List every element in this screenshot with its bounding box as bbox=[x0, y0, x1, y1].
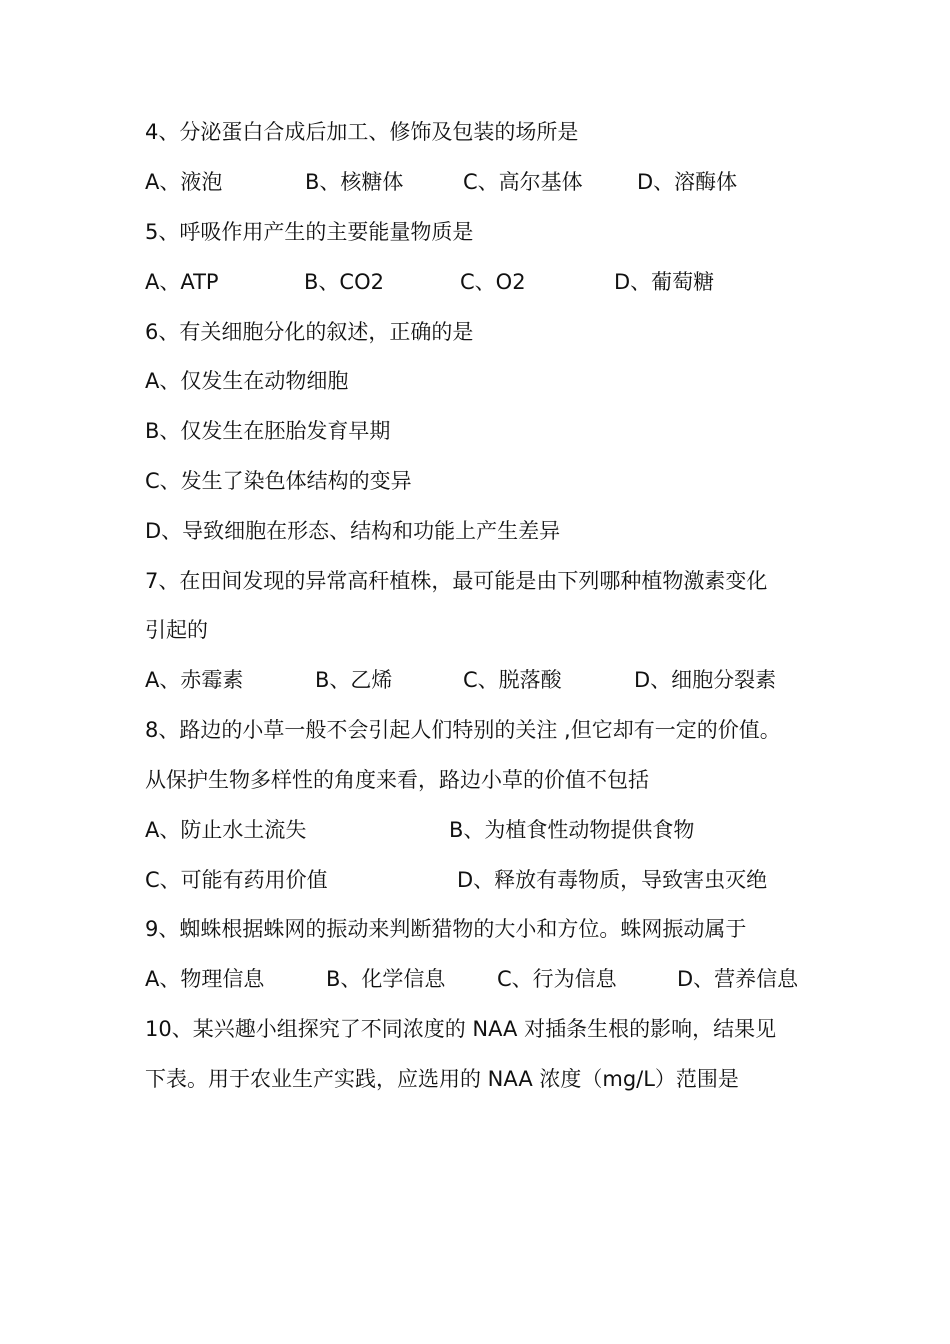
question-8-option-d: D、释放有毒物质，导致害虫灭绝 bbox=[457, 868, 768, 892]
question-8-option-b: B、为植食性动物提供食物 bbox=[449, 818, 695, 842]
question-5-stem: 5、呼吸作用产生的主要能量物质是 bbox=[145, 220, 474, 244]
question-9-option-a: A、物理信息 bbox=[145, 967, 265, 991]
question-4-option-a: A、液泡 bbox=[145, 170, 223, 194]
question-6-option-d: D、导致细胞在形态、结构和功能上产生差异 bbox=[145, 519, 561, 543]
question-4-option-b: B、核糖体 bbox=[305, 170, 404, 194]
question-5-option-a: A、ATP bbox=[145, 270, 219, 294]
question-7-stem-line-2: 引起的 bbox=[145, 618, 208, 642]
question-4-option-c: C、高尔基体 bbox=[463, 170, 583, 194]
question-7-option-d: D、细胞分裂素 bbox=[634, 668, 777, 692]
question-8-stem-line-1: 8、路边的小草一般不会引起人们特别的关注 ,但它却有一定的价值。 bbox=[145, 718, 781, 742]
question-5-option-c: C、O2 bbox=[460, 270, 526, 294]
question-7-option-b: B、乙烯 bbox=[315, 668, 393, 692]
question-6-stem: 6、有关细胞分化的叙述，正确的是 bbox=[145, 320, 474, 344]
question-10-stem-line-1: 10、某兴趣小组探究了不同浓度的 NAA 对插条生根的影响，结果见 bbox=[145, 1017, 777, 1041]
question-8-option-a: A、防止水土流失 bbox=[145, 818, 307, 842]
question-8-stem-line-2: 从保护生物多样性的角度来看，路边小草的价值不包括 bbox=[145, 768, 649, 792]
question-4-stem: 4、分泌蛋白合成后加工、修饰及包装的场所是 bbox=[145, 120, 579, 144]
question-4-option-d: D、溶酶体 bbox=[637, 170, 738, 194]
question-9-option-c: C、行为信息 bbox=[497, 967, 617, 991]
question-8-option-c: C、可能有药用价值 bbox=[145, 868, 328, 892]
question-9-option-b: B、化学信息 bbox=[326, 967, 446, 991]
question-6-option-c: C、发生了染色体结构的变异 bbox=[145, 469, 412, 493]
question-5-option-d: D、葡萄糖 bbox=[614, 270, 715, 294]
question-6-option-b: B、仅发生在胚胎发育早期 bbox=[145, 419, 391, 443]
question-9-option-d: D、营养信息 bbox=[677, 967, 799, 991]
question-7-stem-line-1: 7、在田间发现的异常高秆植株，最可能是由下列哪种植物激素变化 bbox=[145, 569, 768, 593]
question-5-option-b: B、CO2 bbox=[304, 270, 384, 294]
question-7-option-c: C、脱落酸 bbox=[463, 668, 562, 692]
question-7-option-a: A、赤霉素 bbox=[145, 668, 244, 692]
question-10-stem-line-2: 下表。用于农业生产实践，应选用的 NAA 浓度（mg/L）范围是 bbox=[145, 1067, 739, 1091]
question-6-option-a: A、仅发生在动物细胞 bbox=[145, 369, 349, 393]
question-9-stem: 9、蜘蛛根据蛛网的振动来判断猎物的大小和方位。蛛网振动属于 bbox=[145, 917, 747, 941]
